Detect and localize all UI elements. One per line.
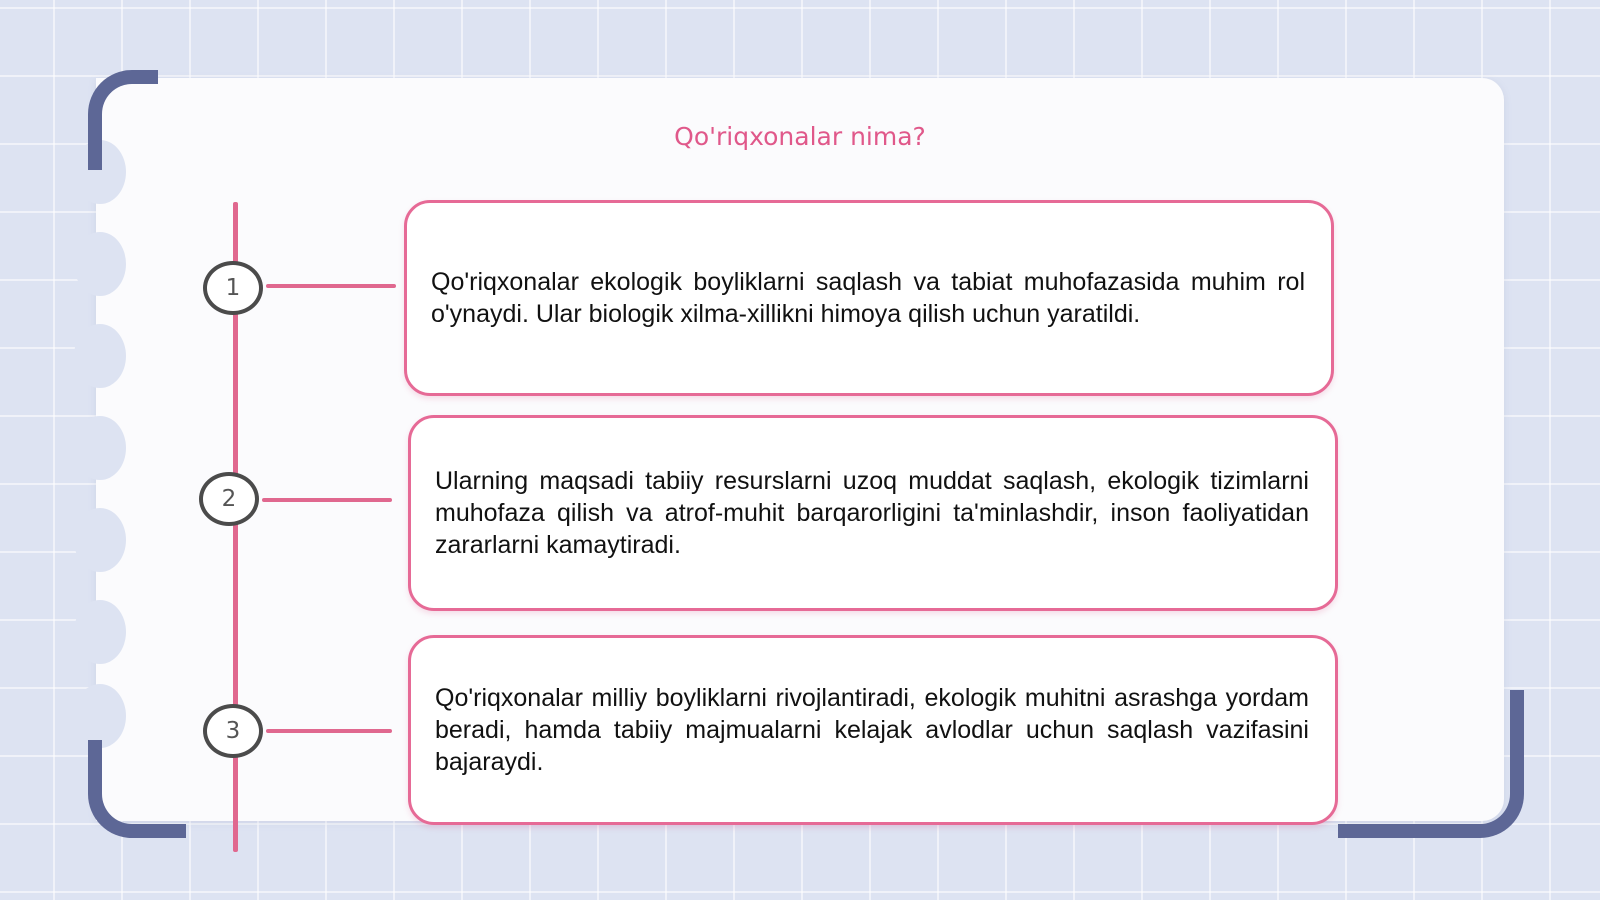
page-notch	[74, 324, 126, 388]
info-card-2	[408, 415, 1338, 611]
step-marker-2: 2	[199, 472, 259, 526]
timeline-connector-3	[266, 729, 392, 733]
info-card-text: Ularning maqsadi tabiiy resurslarni uzoq muddat saqlash, ekologik tizimlarni muhofaza qilish va atrof-muhit barqarorligini ta'minlashdir, inson faoliyatidan zararlarni kamaytiradi.	[435, 467, 1309, 559]
info-card-3	[408, 635, 1338, 825]
info-card-1	[404, 200, 1334, 396]
step-marker-3: 3	[203, 704, 263, 758]
page-notch	[74, 416, 126, 480]
page-notch	[74, 232, 126, 296]
corner-bracket-bottom-right	[1338, 690, 1524, 838]
step-marker-1: 1	[203, 261, 263, 315]
slide-title: Qo'riqxonalar nima?	[674, 122, 926, 151]
corner-bracket-top-left	[88, 70, 158, 170]
info-card-text: Qo'riqxonalar ekologik boyliklarni saqlash va tabiat muhofazasida muhim rol o'ynaydi. Ular biologik xilma-xillikni himoya qilish uchun yaratildi.	[431, 268, 1305, 328]
timeline-connector-2	[262, 498, 392, 502]
info-card-text: Qo'riqxonalar milliy boyliklarni rivojlantiradi, ekologik muhitni asrashga yordam beradi, hamda tabiiy majmualarni kelajak avlodlar uchun saqlash vazifasini bajaraydi.	[435, 684, 1309, 776]
timeline-connector-1	[266, 284, 396, 288]
page-notch	[74, 508, 126, 572]
page-notch	[74, 600, 126, 664]
page-notch	[74, 684, 126, 748]
corner-bracket-bottom-left	[88, 740, 186, 838]
